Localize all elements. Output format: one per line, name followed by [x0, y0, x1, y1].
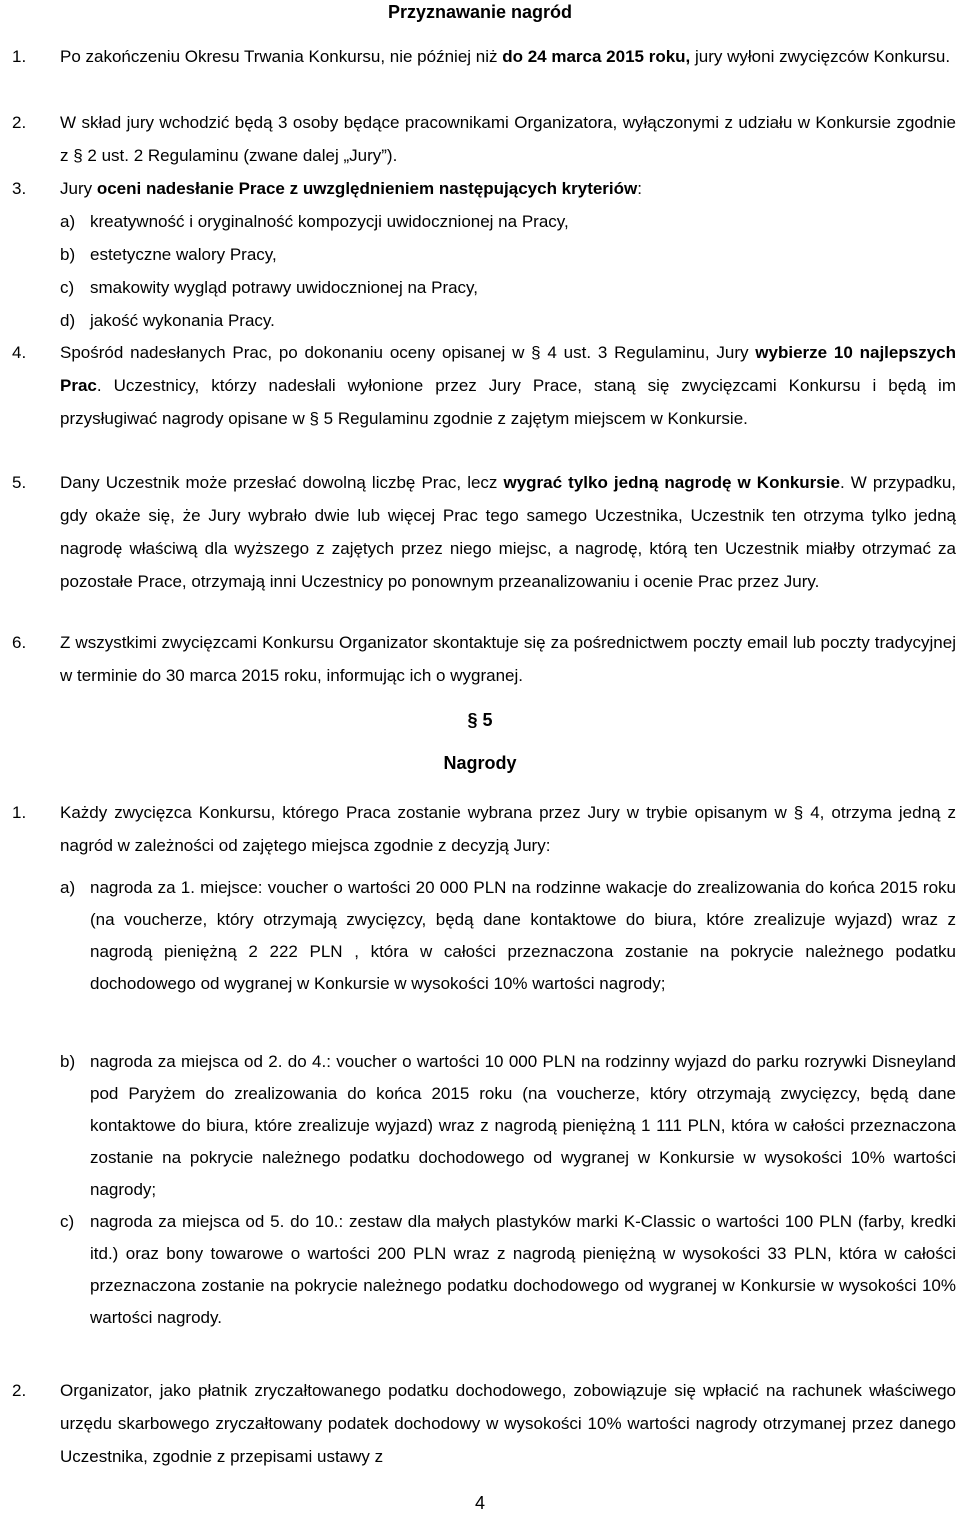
text-run: Jury — [60, 179, 97, 198]
paragraph-mark: § 5 — [467, 710, 493, 730]
sub-label: a) — [60, 878, 76, 897]
item-number: 2. — [12, 1381, 27, 1400]
sub-label: d) — [60, 311, 76, 330]
sub-label: c) — [60, 278, 75, 297]
sub-text: smakowity wygląd potrawy uwidocznionej na Pracy, — [90, 278, 479, 297]
bold-run: oceni nadesłanie Prace z uwzględnieniem następujących kryteriów — [96, 179, 638, 198]
item-number: 6. — [12, 633, 27, 652]
sub-label: c) — [60, 1212, 75, 1231]
criteria-item-b — [60, 238, 956, 271]
list-item-s4-4 — [12, 336, 956, 435]
section-heading-przyznawanie: Przyznawanie nagród — [387, 2, 573, 22]
item-number: 1. — [12, 47, 27, 66]
bold-run: wygrać tylko jedną nagrodę w Konkursie — [503, 473, 840, 492]
text-run: Dany Uczestnik może przesłać dowolną liczbę Prac, lecz — [60, 473, 504, 492]
criteria-list — [12, 205, 956, 337]
section-heading-nagrody: Nagrody — [443, 753, 517, 773]
list-item-s4-6 — [12, 626, 956, 692]
prize-item-a — [60, 872, 956, 1000]
item-number: 2. — [12, 113, 27, 132]
bold-run: do 24 marca 2015 roku, — [502, 47, 691, 66]
list-item-s4-5 — [12, 466, 956, 598]
item-text — [60, 466, 956, 598]
text-run: . Uczestnicy, którzy nadesłali wyłonione przez Jury Prace, staną się zwycięzcami Konkursu i będą im przysługiwać nagrody opisane w § 5 Regulaminu zgodnie z zajętym miejscem w Konkursie. — [60, 376, 956, 428]
sub-label: b) — [60, 245, 76, 264]
sub-text: jakość wykonania Pracy. — [90, 311, 275, 330]
list-item-s5-2 — [12, 1374, 956, 1473]
text-run: Po zakończeniu Okresu Trwania Konkursu, nie później niż — [60, 47, 503, 66]
sub-text: kreatywność i oryginalność kompozycji uwidocznionej na Pracy, — [90, 212, 569, 231]
item-text — [60, 40, 956, 73]
list-item-s4-3 — [12, 172, 956, 205]
bold-run: wybierze 10 najlepszych Prac — [60, 343, 956, 395]
text-run: : — [637, 179, 642, 198]
item-text: Każdy zwycięzca Konkursu, którego Praca zostanie wybrana przez Jury w trybie opisanym w § 4, otrzyma jedną z nagród w zależności od zajętego miejsca zgodnie z decyzją Jury: — [60, 803, 956, 855]
list-item-s4-1 — [12, 40, 956, 73]
sub-text: nagroda za miejsca od 5. do 10.: zestaw dla małych plastyków marki K-Classic o wartości 100 PLN (farby, kredki itd.) oraz bony towarowe o wartości 200 PLN wraz z nagrodą pieniężną w wysokości 33 PLN, która w całości przeznaczona zostanie na pokrycie należnego podatku dochodowego od wygranej w Konkursie w wysokości 10% wartości nagrody. — [90, 1212, 956, 1327]
list-item-s5-1 — [12, 796, 956, 862]
text-run: . W przypadku, gdy okaże się, że Jury wybrało dwie lub więcej Prac tego samego Uczestnika, Uczestnik ten otrzyma tylko jedną nagrodę właściwą dla wyższego z zajętych przez niego miejsc, a nagrodę, którą ten Uczestnik miałby otrzymać za pozostałe Prace, otrzymają inni Uczestnicy po ponownym przeanalizowaniu i ocenie Prac przez Jury. — [60, 473, 957, 591]
list-item-s4-2 — [12, 106, 956, 172]
page-number: 4 — [474, 1493, 485, 1513]
criteria-item-a — [60, 205, 956, 238]
sub-text: estetyczne walory Pracy, — [90, 245, 277, 264]
sub-label: b) — [60, 1052, 76, 1071]
sub-text: nagroda za miejsca od 2. do 4.: voucher o wartości 10 000 PLN na rodzinny wyjazd do parku rozrywki Disneyland pod Paryżem do zrealizowania do końca 2015 roku (na voucherze, który otrzymają zwycięzcy, będą dane kontaktowe do biura, które zrealizuje wyjazd) wraz z nagrodą pieniężną 1 111 PLN, która w całości przeznaczona zostanie na pokrycie należnego podatku dochodowego od wygranej w Konkursie w wysokości 10% wartości nagrody; — [90, 1052, 956, 1199]
prize-list — [12, 872, 956, 1000]
item-number: 3. — [12, 179, 27, 198]
sub-label: a) — [60, 212, 76, 231]
criteria-item-d — [60, 304, 956, 337]
text-run: jury wyłoni zwycięzców Konkursu. — [690, 47, 951, 66]
prize-list-2 — [12, 1046, 956, 1334]
text-run: Spośród nadesłanych Prac, po dokonaniu oceny opisanej w § 4 ust. 3 Regulaminu, Jury — [60, 343, 756, 362]
prize-item-b — [60, 1046, 956, 1206]
item-number: 1. — [12, 803, 27, 822]
item-text — [60, 336, 956, 435]
item-number: 5. — [12, 473, 27, 492]
text-run: Z wszystkimi zwycięzcami Konkursu Organizator skontaktuje się za pośrednictwem poczty email lub poczty tradycyjnej w terminie do 30 marca 2015 roku, informując ich o wygranej. — [60, 633, 956, 685]
item-text: Organizator, jako płatnik zryczałtowanego podatku dochodowego, zobowiązuje się wpłacić na rachunek właściwego urzędu skarbowego zryczałtowany podatek dochodowy w wysokości 10% wartości nagrody otrzymanej przez danego Uczestnika, zgodnie z przepisami ustawy z — [60, 1381, 956, 1466]
item-text — [60, 106, 956, 172]
sub-text: nagroda za 1. miejsce: voucher o wartości 20 000 PLN na rodzinne wakacje do zrealizowania do końca 2015 roku (na voucherze, który otrzymają zwycięzcy, będą dane kontaktowe do biura, które zrealizuje wyjazd) wraz z nagrodą pieniężną 2 222 PLN , która w całości przeznaczona zostanie na pokrycie należnego podatku dochodowego od wygranej w Konkursie w wysokości 10% wartości nagrody; — [90, 878, 956, 993]
item-text — [60, 172, 956, 205]
criteria-item-c — [60, 271, 956, 304]
prize-item-c — [60, 1206, 956, 1334]
item-number: 4. — [12, 343, 27, 362]
item-text — [60, 626, 956, 692]
text-run: W skład jury wchodzić będą 3 osoby będące pracownikami Organizatora, wyłączonymi z udziału w Konkursie zgodnie z § 2 ust. 2 Regulaminu (zwane dalej „Jury”). — [60, 113, 956, 165]
